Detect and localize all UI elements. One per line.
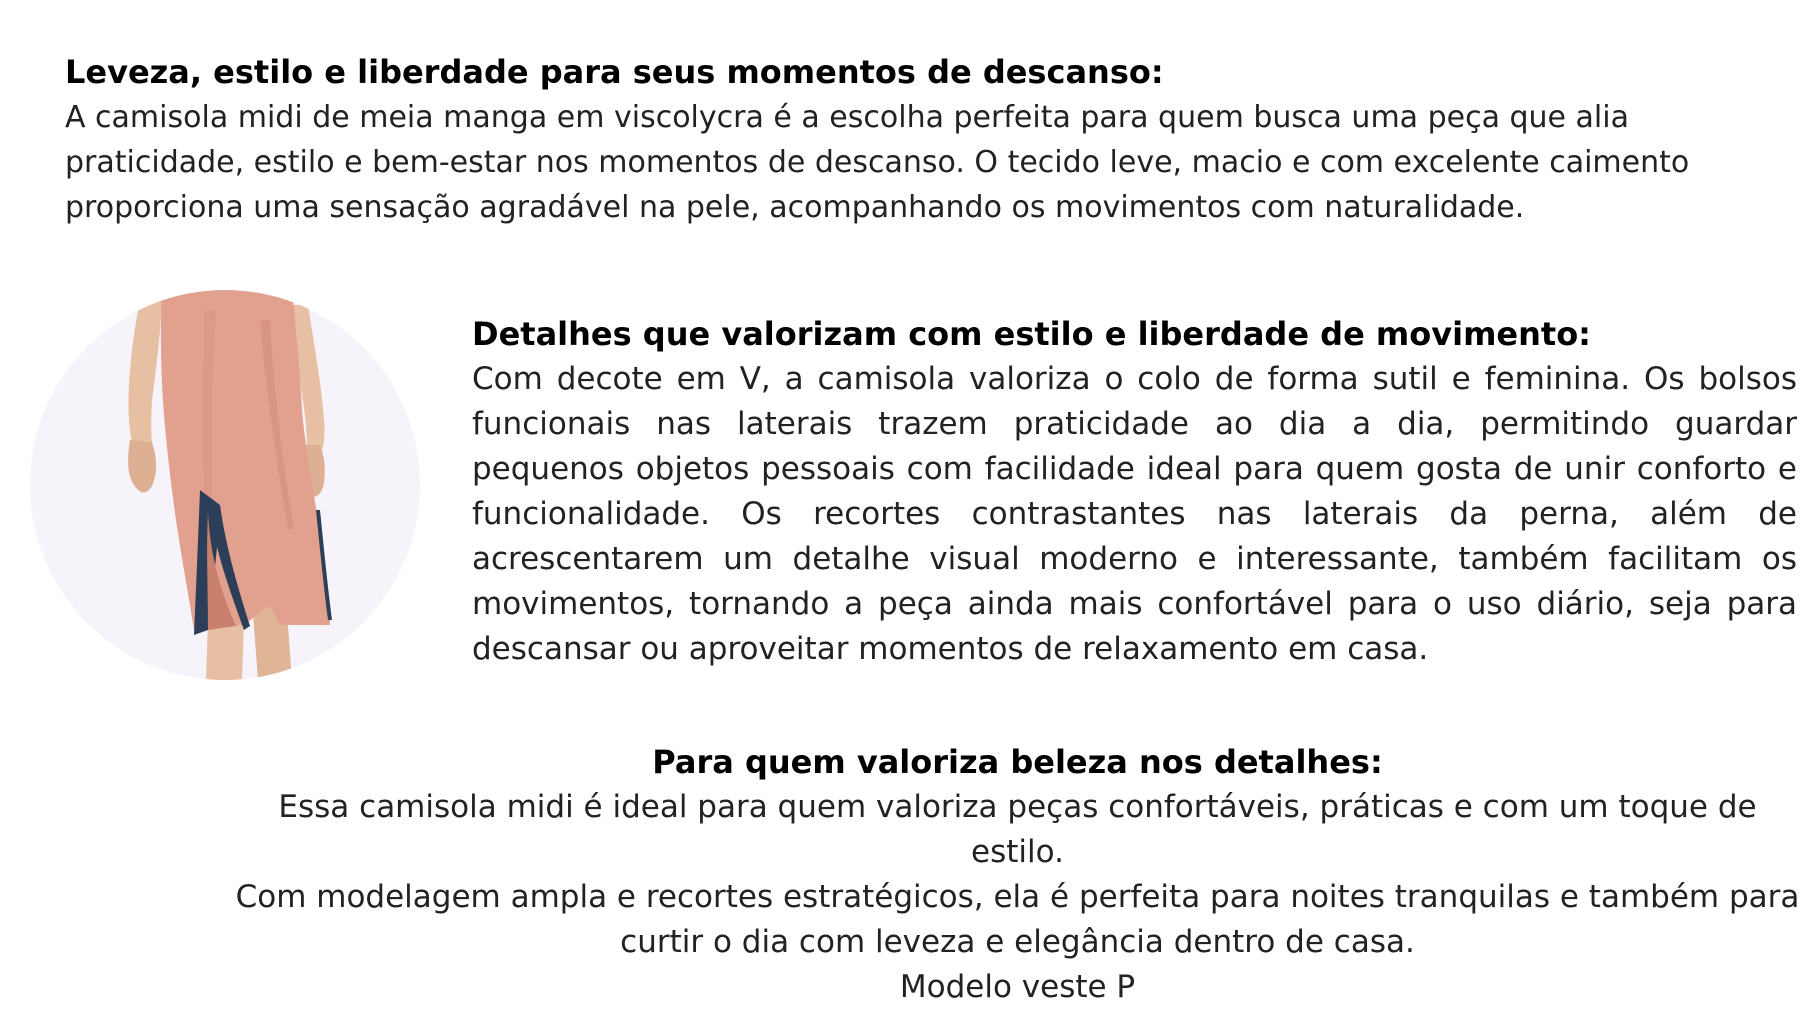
intro-heading: Leveza, estilo e liberdade para seus momentos de descanso: [65, 53, 1164, 91]
details-section [472, 312, 1797, 672]
closing-line: curtir o dia com leveza e elegância dentro de casa. [620, 924, 1415, 960]
left-hand [128, 440, 156, 492]
closing-line: Essa camisola midi é ideal para quem valoriza peças confortáveis, práticas e com um toque de estilo. [278, 789, 1757, 870]
closing-line: Com modelagem ampla e recortes estratégicos, ela é perfeita para noites tranquilas e também para [235, 879, 1800, 915]
details-paragraph: Com decote em V, a camisola valoriza o colo de forma sutil e feminina. Os bolsos funcionais nas laterais trazem praticidade ao dia a dia, permitindo guardar pequenos objetos pessoais com facilidade ideal para quem gosta de unir conforto e funcionalidade. Os recortes contrastantes nas laterais da perna, além de acrescentarem um detalhe visual moderno e interessante, também facilitam os movimentos, tornando a peça ainda mais confortável para o uso diário, seja para descansar ou aproveitar momentos de relaxamento em casa. [472, 361, 1797, 667]
details-heading: Detalhes que valorizam com estilo e liberdade de movimento: [472, 315, 1591, 353]
intro-paragraph: A camisola midi de meia manga em viscolycra é a escolha perfeita para quem busca uma peça que alia praticidade, estilo e bem-estar nos momentos de descanso. O tecido leve, macio e com excelente caimento proporciona uma sensação agradável na pele, acompanhando os movimentos com naturalidade. [65, 100, 1690, 225]
closing-heading: Para quem valoriza beleza nos detalhes: [652, 743, 1383, 781]
model-size-note: Modelo veste P [899, 969, 1136, 1005]
closing-section [230, 740, 1800, 1010]
intro-section [65, 50, 1795, 230]
product-photo [30, 290, 420, 680]
nightgown-illustration [30, 290, 420, 680]
